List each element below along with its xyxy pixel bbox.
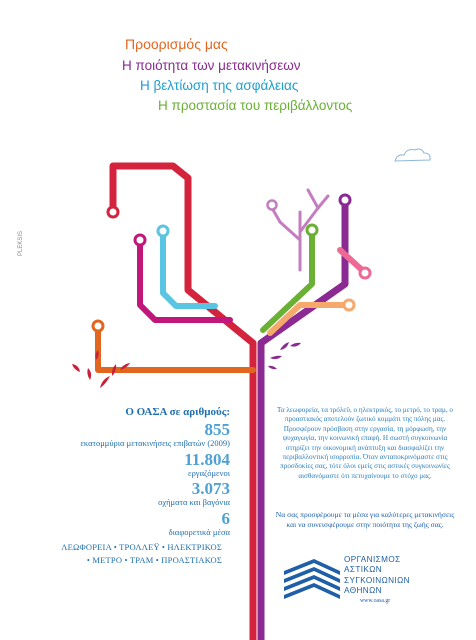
organization-name [344,555,410,596]
lilac-tree-decoration [272,190,328,270]
goal-line-quality: Η ποιότητα των μετακινήσεων [122,58,301,73]
peach-line-terminal [344,300,354,310]
stat-label-employees: εργαζόμενοι [188,467,230,478]
red-line-terminal [108,207,118,217]
stat-label-journeys: εκατομμύρια μετακινήσεις επιβατών (2009) [80,438,230,448]
goal-line-safety: Η βελτίωση της ασφάλειας [140,78,299,93]
transport-modes-line: ΛΕΩΦΟΡΕΙΑ • ΤΡΟΛΛΕΫ • ΗΛΕΚΤΡΙΚΟΣ [61,542,222,552]
design-credit: PLEKSIS [18,230,24,256]
stat-value-journeys: 855 [204,420,230,439]
stat-label-vehicles: οχήματα και βαγόνια [158,497,230,507]
purple-line-terminal [340,195,350,205]
orange-branch-line [98,330,253,370]
intro-paragraph: Τα λεωφορεία, τα τρόλεϋ, ο ηλεκτρικός, το μετρό, το τραμ, ο προαστιακός αποτελούν ζωτικό κομμάτι της πόλης μας. Προσφέρουν πρόσβαση στην εργασία, τη μόρφωση, την ψυχαγωγία, την κοινωνική επαφή. Η σωστή συγκοινωνία στηρίζει την οικονομική ανάπτυξη και διασφαλίζει την περιβαλλοντική ισορροπία. Όταν ανταποκρινόμαστε στις προσδοκίες σας, τότε όλοι εμείς στις αστικές συγκοινωνίες αισθανόμαστε ότι πετυχαίνουμε το στόχο μας. [276,406,454,480]
organization-name-line: ΑΘΗΝΩΝ [344,585,382,595]
organization-name-line: ΣΥΓΚΟΙΝΩΝΙΩΝ [344,575,410,585]
orange-line-terminal [93,321,103,331]
transport-modes-list [38,541,222,566]
pink-line-terminal [360,268,370,278]
lilac-line-terminal [268,201,277,210]
stat-value-vehicles: 3.073 [191,479,230,498]
stat-label-modes: διαφορετικά μέσα [168,526,230,537]
organization-name-line: ΟΡΓΑΝΙΣΜΟΣ [344,555,401,564]
purpose-heading: Προορισμός μας [125,36,228,52]
website-url[interactable]: www.oasa.gr [360,598,391,604]
goal-line-environment: Η προστασία του περιβάλλοντος [158,98,353,113]
magenta-line-terminal [135,235,145,245]
light-blue-line-terminal [158,226,168,236]
purple-leaf-decoration [268,342,301,369]
green-line-terminal [307,225,317,235]
organization-name-line: ΑΣΤΙΚΩΝ [344,565,383,575]
red-trunk-line [113,166,253,640]
stats-panel [40,406,230,539]
cloud-icon [395,149,430,161]
mission-statement: Να σας προσφέρουμε τα μέσα για καλύτερες μετακινήσεις και να συνεισφέρουμε στην ποιότητα της ζωής σας. [275,510,455,529]
stat-value-employees: 11.804 [184,449,230,469]
stat-value-modes: 6 [221,508,230,528]
stats-title: Ο ΟΑΣΑ σε αριθμούς: [125,406,230,418]
oasa-logo-icon [282,553,342,603]
transport-modes-line: • ΜΕΤΡΟ • ΤΡΑΜ • ΠΡΟΑΣΤΙΑΚΟΣ [86,554,222,565]
